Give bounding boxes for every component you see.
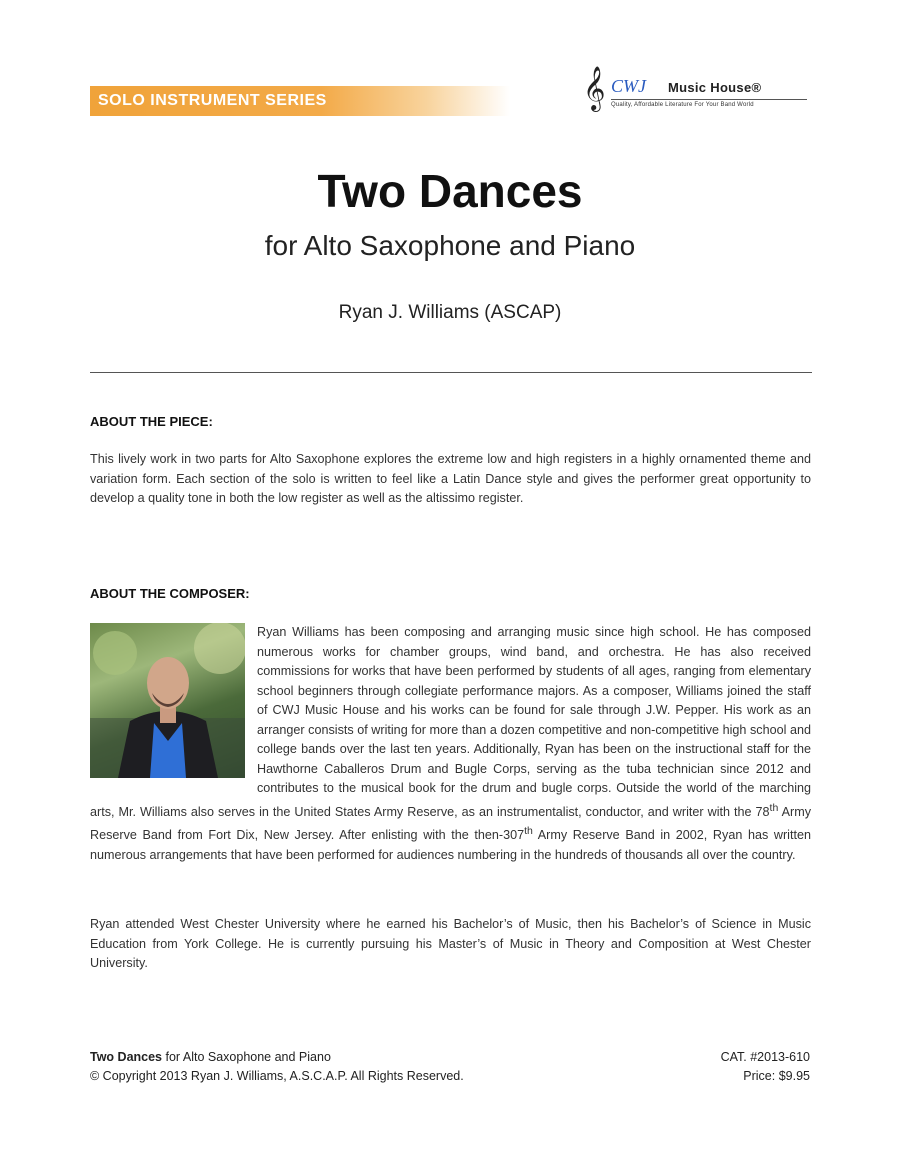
- series-label: SOLO INSTRUMENT SERIES: [98, 92, 327, 109]
- composer-bio: [90, 623, 811, 865]
- ordinal-suffix: th: [524, 825, 533, 838]
- ordinal-suffix: th: [769, 801, 779, 814]
- title-divider: [90, 372, 812, 373]
- logo-name: Music House®: [668, 80, 762, 95]
- logo-brand: CWJ: [611, 76, 646, 96]
- about-piece-heading: ABOUT THE PIECE:: [90, 414, 213, 429]
- footer-credits: [90, 1048, 464, 1086]
- copyright-notice: © Copyright 2013 Ryan J. Williams, A.S.C.A.P. All Rights Reserved.: [90, 1069, 464, 1083]
- footer-title: Two Dances: [90, 1050, 163, 1064]
- series-banner: [90, 86, 510, 116]
- catalog-number: CAT. #2013-610: [720, 1050, 810, 1064]
- price: Price: $9.95: [743, 1069, 810, 1083]
- footer-pricing: [721, 1048, 810, 1086]
- about-piece-text: This lively work in two parts for Alto Saxophone explores the extreme low and high registers in a highly ornamented theme and variation form. Each section of the solo is written to feel like a Latin Dance style and gives the performer great opportunity to develop a quality tone in both the low register as well as the altissimo register.: [90, 452, 811, 505]
- treble-clef-icon: 𝄞: [583, 66, 606, 110]
- bio-text-1: Ryan Williams has been composing and arranging music since high school. He has composed numerous works for chamber groups, wind band, and orchestra. He has also received commissions for works that have been performed by students of all ages, ranging from elementary school beginners through collegiate performance majors. As a composer, Williams joined the staff of CWJ Music House and his works can be found for sale through J.W. Pepper. His work as an arranger consists of writing for more than a dozen competitive and non-competitive high school and college bands over the last ten years. Additionally, Ryan has been on the instructional staff for the Hawthorne Caballeros Drum and Bugle Corps, serving as the tuba technician since 2012 and contributes to the musical book for the drum and bugle corps. Outside the world of the marching arts, Mr. Williams also serves in the United States Army Reserve, as an instrumentalist, conductor, and writer with the 78: [90, 625, 811, 819]
- footer-instrumentation: for Alto Saxophone and Piano: [162, 1050, 331, 1064]
- composer-credit: Ryan J. Williams (ASCAP): [338, 302, 562, 323]
- page-title: Two Dances: [317, 165, 583, 217]
- page-subtitle: for Alto Saxophone and Piano: [264, 230, 636, 261]
- logo-rule: [611, 99, 807, 100]
- bio-text-2: Army Reserve Band from Fort Dix, New Jersey. After enlisting with the then-307: [90, 804, 811, 843]
- about-composer-heading: ABOUT THE COMPOSER:: [90, 586, 250, 601]
- bio-text-3: Army Reserve Band in 2002, Ryan has written numerous arrangements that have been performed for audiences numbering in the hundreds of thousands all over the country.: [90, 828, 811, 862]
- logo-tagline: Quality, Affordable Literature For Your Band World: [611, 102, 754, 108]
- composer-photo: [90, 623, 245, 778]
- publisher-logo: [583, 66, 813, 116]
- composer-education: Ryan attended West Chester University where he earned his Bachelor’s of Music, then his Bachelor’s of Science in Music Education from York College. He is currently pursuing his Master’s of Music in Theory and Composition at West Chester University.: [90, 917, 811, 970]
